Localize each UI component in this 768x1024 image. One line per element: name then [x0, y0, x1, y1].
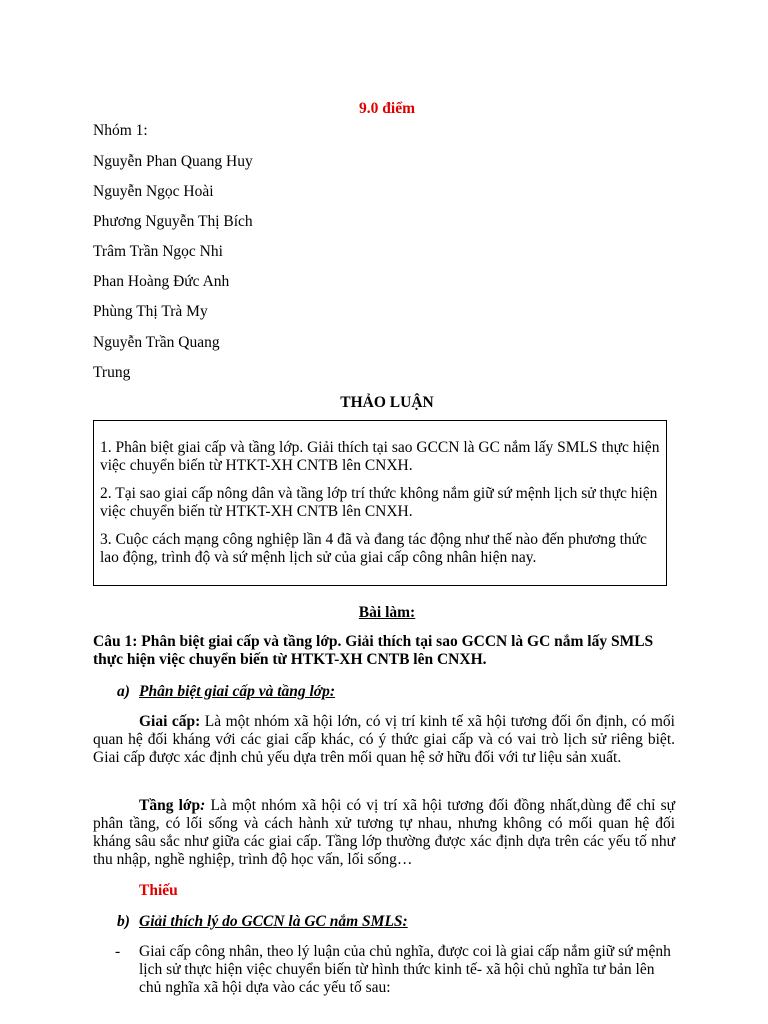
question-item: 1. Phân biệt giai cấp và tầng lớp. Giải thích tại sao GCCN là GC nắm lấy SMLS thực hiện việc chuyển biến từ HTKT-XH CNTB lên CNXH.: [100, 439, 660, 474]
missing-note: Thiếu: [139, 882, 178, 899]
questions-box: [93, 420, 667, 586]
bullet-text: Giai cấp công nhân, theo lý luận của chủ nghĩa, được coi là giai cấp nắm giữ sứ mệnh lịch sử thực hiện việc chuyển biến từ hình thức kinh tế- xã hội chủ nghĩa tư bản lên chủ nghĩa xã hội dựa vào các yếu tố sau:: [139, 943, 671, 996]
stratum-colon: :: [200, 797, 206, 814]
member-name: Phương Nguyễn Thị Bích: [93, 213, 253, 230]
member-name: Nguyễn Phan Quang Huy: [93, 153, 253, 170]
class-text: Là một nhóm xã hội lớn, có vị trí kinh tế xã hội tương đối ổn định, có mối quan hệ đối kháng với các giai cấp khác, có ý thức giai cấp và có vai trò lịch sử riêng biệt. Giai cấp được xác định chủ yếu dựa trên mối quan hệ sở hữu đối với tư liệu sản xuất.: [93, 713, 675, 766]
answer-heading-text: Bài làm:: [358, 604, 416, 621]
section-a-heading: [117, 683, 335, 701]
class-definition: [93, 713, 675, 767]
section-b-label: b): [117, 913, 130, 930]
score-label: 9.0 điểm: [359, 100, 415, 117]
member-name: Trung: [93, 364, 131, 381]
member-name: Nguyễn Ngọc Hoài: [93, 183, 214, 200]
section-a-label: a): [117, 683, 130, 700]
bullet-dash: -: [115, 943, 121, 960]
discussion-title: THẢO LUẬN: [340, 394, 434, 411]
answer-heading: [93, 604, 681, 622]
member-name: Phan Hoàng Đức Anh: [93, 273, 230, 290]
stratum-text: Là một nhóm xã hội có vị trí xã hội tương đối đồng nhất,dùng để chỉ sự phân tầng, có lối sống và cách hành xử tương tự nhau, nhưng không có mối quan hệ đối kháng sâu sắc như giữa các giai cấp. Tầng lớp thường được xác định dựa trên các yếu tố như thu nhập, nghề nghiệp, trình độ học vấn, lối sống…: [93, 797, 676, 868]
class-term: Giai cấp:: [139, 713, 201, 730]
section-b-heading: [117, 913, 408, 931]
question-item: 2. Tại sao giai cấp nông dân và tầng lớp trí thức không nắm giữ sứ mệnh lịch sử thực hiện việc chuyển biến từ HTKT-XH CNTB lên CNXH.: [100, 485, 658, 520]
group-label: Nhóm 1:: [93, 122, 148, 139]
question-1-heading: Câu 1: Phân biệt giai cấp và tầng lớp. Giải thích tại sao GCCN là GC nắm lấy SMLS thực hiện việc chuyển biến từ HTKT-XH CNTB lên CNXH.: [93, 633, 654, 668]
question-item: 3. Cuộc cách mạng công nghiệp lần 4 đã và đang tác động như thế nào đến phương thức lao động, trình độ và sứ mệnh lịch sử của giai cấp công nhân hiện nay.: [100, 531, 647, 566]
stratum-definition: [93, 797, 675, 869]
stratum-term: Tầng lớp: [139, 797, 201, 814]
member-name: Phùng Thị Trà My: [93, 303, 208, 320]
section-b-title: Giải thích lý do GCCN là GC nắm SMLS:: [139, 913, 408, 930]
member-name: Trâm Trần Ngọc Nhi: [93, 243, 223, 260]
section-a-title: Phân biệt giai cấp và tầng lớp:: [139, 683, 336, 700]
member-name: Nguyễn Trần Quang: [93, 334, 220, 351]
